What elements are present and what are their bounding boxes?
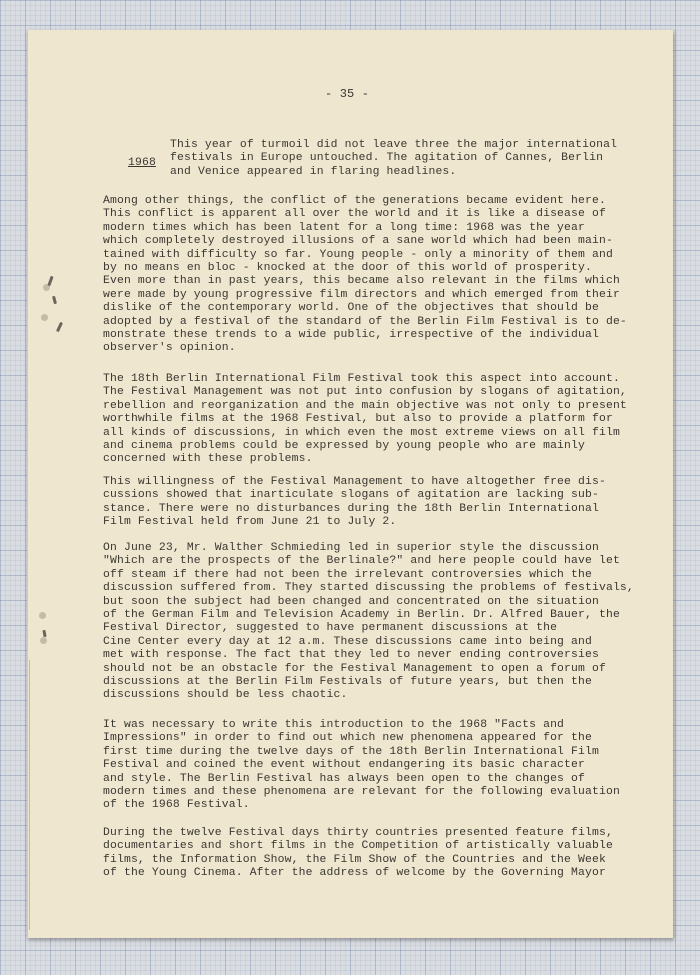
paragraph-willingness: This willingness of the Festival Management to have altogether free dis- cussions showed that inarticulate slogans of agitation are lacking sub- stance. There were no disturbances during the 18th Berlin International Film Festival held from June 21 to July 2.	[103, 476, 606, 529]
margin-year-label: 1968	[128, 157, 156, 169]
page-edge	[29, 660, 33, 930]
paragraph-introduction-purpose: It was necessary to write this introduction to the 1968 "Facts and Impressions" in order to find out which new phenomena appeared for the first time during the twelve days of the 18th Berlin International Film Festival and coined the event without endangering its basic character and style. The Berlin Festival has always been open to the changes of modern times and these phenomena are relevant for the following evaluation of the 1968 Festival.	[103, 719, 620, 812]
punch-hole	[40, 637, 47, 644]
paragraph-generations: Among other things, the conflict of the generations became evident here. This conflict is apparent all over the world and it is like a disease of modern times which has been latent for a long time: 1968 was the year which completely destroyed illusions of a sane world which had been main- tained with difficulty so far. Young people - only a minority of them and by no means en bloc - knocked at the door of this world of prosperity. Even more than in past years, this became also relevant in the films which were made by young progressive film directors and which emerged from their dislike of the contemporary world. One of the objectives that should be adopted by a festival of the standard of the Berlin Film Festival is to de- monstrate these trends to a wide public, irrespective of the individual observer's opinion.	[103, 195, 627, 355]
page-number: - 35 -	[325, 87, 370, 101]
paragraph-festival-aspect: The 18th Berlin International Film Festival took this aspect into account. The Festival Management was not put into confusion by slogans of agitation, rebellion and reorganization and the main objective was not only to present worthwhile films at the 1968 Festival, but also to provide a platform for all kinds of discussions, in which even the most extreme views on all film and cinema problems could be expressed by young people who are mainly concerned with these problems.	[103, 373, 627, 466]
paragraph-festival-days: During the twelve Festival days thirty countries presented feature films, documentaries and short films in the Competition of artistically valuable films, the Information Show, the Film Show of the Countries and the Week of the Young Cinema. After the address of welcome by the Governing Mayor	[103, 827, 613, 880]
paragraph-discussion: On June 23, Mr. Walther Schmieding led in superior style the discussion "Which are the prospects of the Berlinale?" and here people could have let off steam if there had not been the irrelevant controversies which the discussion suffered from. They started discussing the problems of festivals, but soon the subject had been changed and concentrated on the situation of the German Film and Television Academy in Berlin. Dr. Alfred Bauer, the Festival Director, suggested to have permanent discussions at the Cine Center every day at 12 a.m. These discussions came into being and met with response. The fact that they led to never ending controversies should not be an obstacle for the Festival Management to open a forum of discussions at the Berlin Film Festivals of future years, but then the discussions should be less chaotic.	[103, 542, 634, 702]
paragraph-intro: This year of turmoil did not leave three the major international festivals in Europe untouched. The agitation of Cannes, Berlin and Venice appeared in flaring headlines.	[170, 139, 618, 178]
punch-hole	[41, 314, 48, 321]
punch-hole	[39, 612, 46, 619]
